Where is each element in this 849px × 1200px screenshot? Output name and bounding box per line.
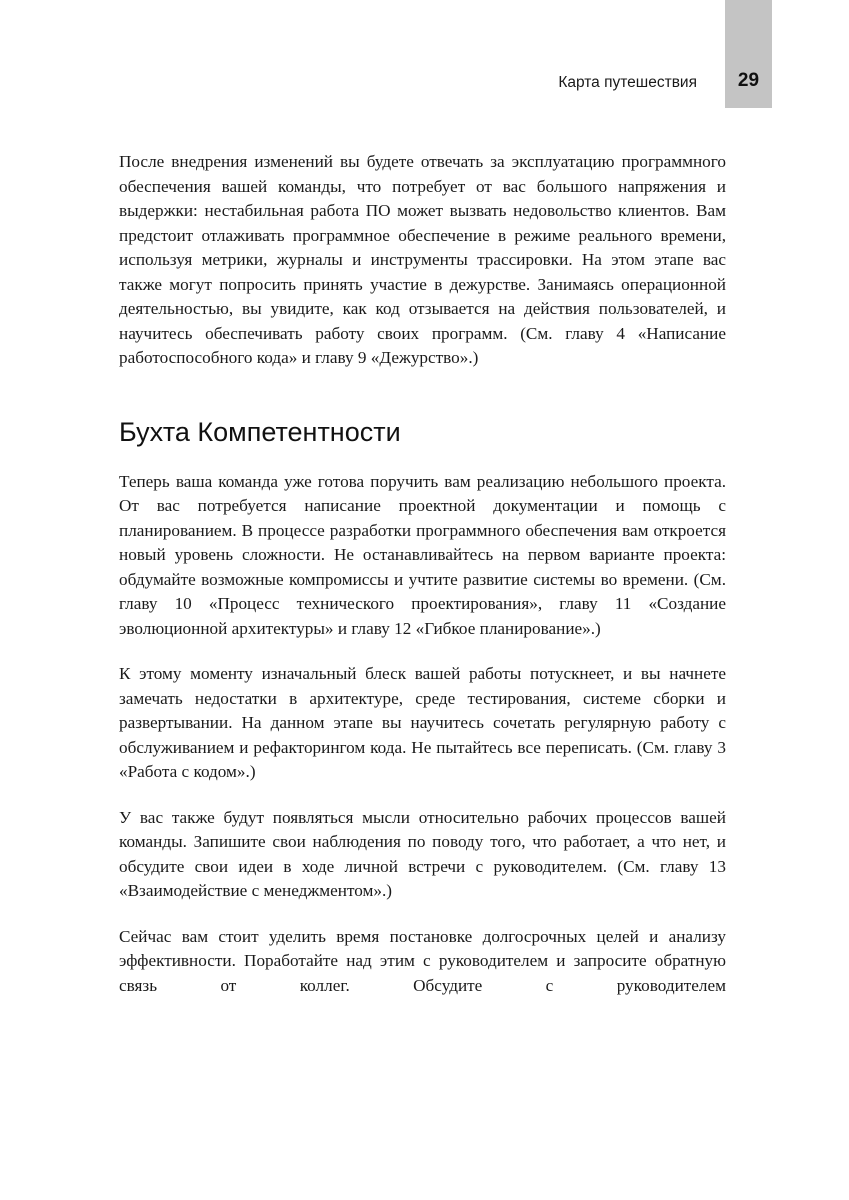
section-paragraph-1: Теперь ваша команда уже готова поручить вам реализацию небольшого проекта. От вас потребуется написание проектной документации и помощь с планированием. В процессе разработки программного обеспечения вам откроется новый уровень сложности. Не останавливайтесь на первом варианте проекта: обдумайте возможные компромиссы и учтите развитие системы во времени. (См. главу 10 «Процесс технического проектирования», главу 11 «Создание эволюционной архитектуры» и главу 12 «Гибкое планирование».)	[119, 471, 726, 638]
section-paragraph-2: К этому моменту изначальный блеск вашей работы потускнеет, и вы начнете замечать недостатки в архитектуре, среде тестирования, системе сборки и развертывании. На данном этапе вы научитесь сочетать регулярную работу с обслуживанием и рефакторингом кода. Не пытайтесь все переписать. (См. главу 3 «Работа с кодом».)	[119, 664, 726, 781]
section-heading: Бухта Компетентности	[119, 416, 401, 447]
page-body	[119, 150, 726, 1019]
section-paragraph-3: У вас также будут появляться мысли относительно рабочих процессов вашей команды. Запишите свои наблюдения по поводу того, что работает, а что нет, и обсудите свои идеи в ходе личной встречи с руководителем. (См. главу 13 «Взаимодействие с менеджментом».)	[119, 807, 726, 900]
intro-paragraph: После внедрения изменений вы будете отвечать за эксплуатацию программного обеспечения вашей команды, что потребует от вас большого напряжения и выдержки: нестабильная работа ПО может вызвать недовольство клиентов. Вам предстоит отлаживать программное обеспечение в режиме реального времени, используя метрики, журналы и инструменты трассировки. На этом этапе вас также могут попросить принять участие в дежурстве. Занимаясь операционной деятельностью, вы увидите, как код отзывается на действия пользователей, и научитесь обеспечивать работу своих программ. (См. главу 4 «Написание работоспособного кода» и главу 9 «Дежурство».)	[119, 152, 726, 367]
running-title: Карта путешествия	[558, 74, 697, 91]
section-paragraph-4: Сейчас вам стоит уделить время постановке долгосрочных целей и анализу эффективности. Поработайте над этим с руководителем и запросите обратную связь от коллег. Обсудите с руководителем	[119, 926, 726, 995]
page-number: 29	[737, 70, 760, 91]
